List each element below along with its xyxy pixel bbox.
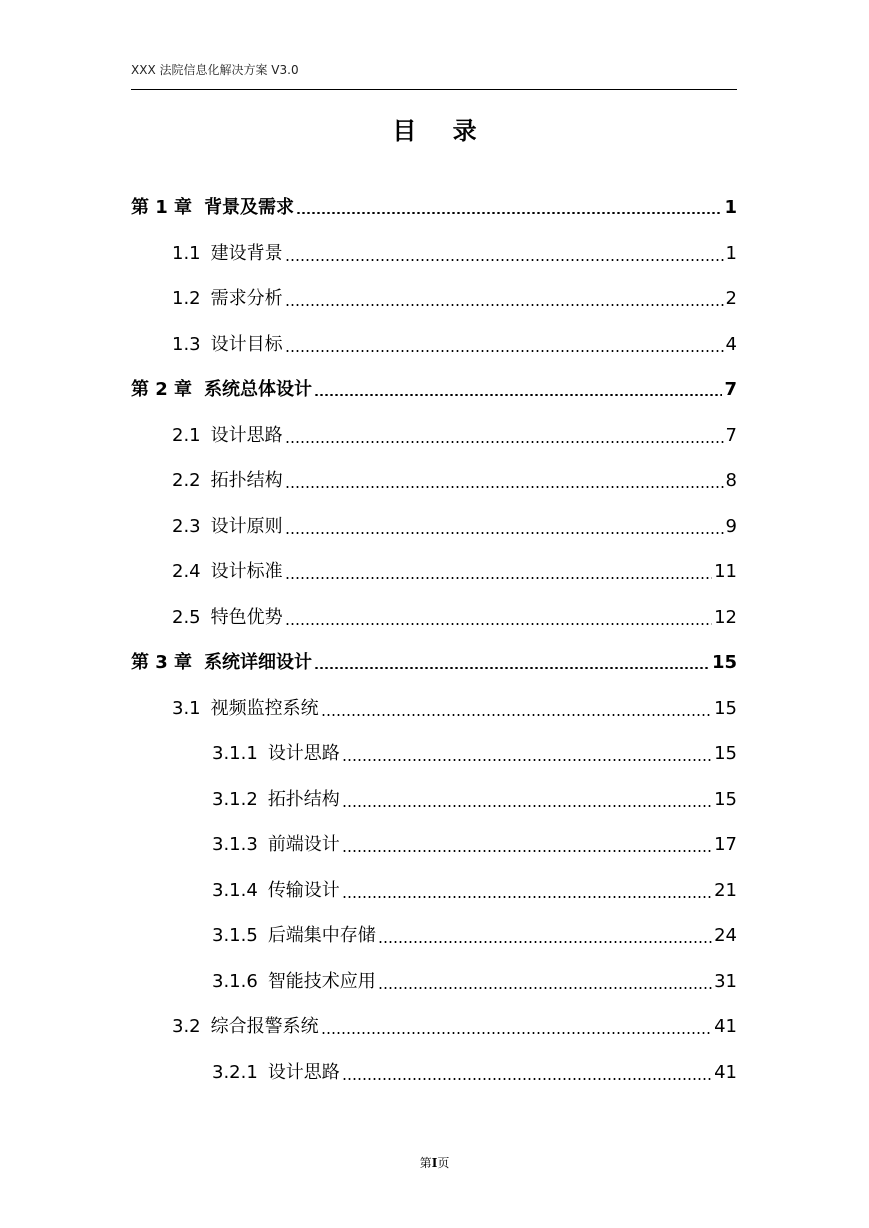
toc-entry[interactable]: [131, 377, 737, 401]
toc-entry[interactable]: [172, 241, 737, 265]
toc-entry-title: 背景及需求: [204, 197, 295, 218]
dot-leader: [321, 714, 712, 716]
toc-entry-page: 15: [711, 652, 737, 673]
toc-entry[interactable]: [172, 423, 737, 447]
toc-entry-title: 视频监控系统: [210, 698, 319, 719]
dot-leader: [314, 667, 710, 670]
toc-entry-page: 7: [725, 425, 737, 446]
dot-leader: [321, 1032, 712, 1034]
toc-entry-number: 第 2 章: [131, 379, 193, 400]
dot-leader: [285, 577, 712, 579]
toc-entry-page: 31: [714, 971, 737, 992]
toc-entry[interactable]: [172, 514, 737, 538]
dot-leader: [342, 759, 712, 761]
toc-entry[interactable]: [131, 195, 737, 219]
toc-entry[interactable]: [172, 1014, 737, 1038]
toc-entry-page: 15: [714, 789, 737, 810]
toc-entry-title: 设计原则: [210, 516, 283, 537]
page-footer: [0, 1154, 869, 1171]
toc-entry[interactable]: [212, 878, 737, 902]
toc-entry-number: 3.1: [172, 698, 201, 719]
toc-entry-page: 11: [714, 561, 737, 582]
header-divider: [131, 89, 737, 90]
toc-entry-page: 41: [714, 1062, 737, 1083]
dot-leader: [285, 350, 724, 352]
toc-entry-page: 17: [714, 834, 737, 855]
dot-leader: [285, 486, 724, 488]
toc-entry-page: 41: [714, 1016, 737, 1037]
toc-entry-title: 前端设计: [267, 834, 340, 855]
toc-entry[interactable]: [212, 1060, 737, 1084]
toc-entry-title: 设计思路: [210, 425, 283, 446]
toc-entry-number: 第 1 章: [131, 197, 193, 218]
toc-entry-title: 建设背景: [210, 243, 283, 264]
toc-entry[interactable]: [212, 741, 737, 765]
toc-entry[interactable]: [212, 832, 737, 856]
toc-entry-title: 设计标准: [210, 561, 283, 582]
toc-entry-number: 1.3: [172, 334, 201, 355]
dot-leader: [342, 1078, 712, 1080]
toc-entry-title: 后端集中存储: [267, 925, 376, 946]
toc-entry-title: 需求分析: [210, 288, 283, 309]
toc-entry-number: 2.4: [172, 561, 201, 582]
dot-leader: [342, 805, 712, 807]
toc-entry-page: 4: [725, 334, 737, 355]
toc-entry-number: 3.1.4: [212, 880, 258, 901]
dot-leader: [285, 532, 724, 534]
toc-entry-page: 15: [714, 698, 737, 719]
dot-leader: [296, 212, 722, 215]
toc-entry-title: 设计目标: [210, 334, 283, 355]
dot-leader: [314, 394, 722, 397]
toc-entry-title: 系统详细设计: [204, 652, 313, 673]
footer-page-number: I: [431, 1156, 438, 1170]
toc-entry-number: 2.3: [172, 516, 201, 537]
toc-entry-number: 3.1.1: [212, 743, 258, 764]
toc-entry-title: 设计思路: [267, 1062, 340, 1083]
toc-entry-page: 1: [725, 243, 737, 264]
toc-entry-number: 1.2: [172, 288, 201, 309]
toc-entry[interactable]: [212, 787, 737, 811]
toc-entry-title: 拓扑结构: [210, 470, 283, 491]
toc-entry-page: 12: [714, 607, 737, 628]
dot-leader: [285, 304, 724, 306]
toc-entry-number: 2.5: [172, 607, 201, 628]
dot-leader: [342, 850, 712, 852]
toc-entry-page: 21: [714, 880, 737, 901]
toc-entry-page: 2: [725, 288, 737, 309]
toc-entry[interactable]: [172, 332, 737, 356]
toc-entry-number: 3.2: [172, 1016, 201, 1037]
dot-leader: [285, 259, 724, 261]
toc-entry-page: 8: [725, 470, 737, 491]
toc-entry-title: 特色优势: [210, 607, 283, 628]
toc-entry-title: 智能技术应用: [267, 971, 376, 992]
running-header: XXX 法院信息化解决方案 V3.0: [131, 63, 299, 77]
toc-entry[interactable]: [172, 559, 737, 583]
toc-entry[interactable]: [212, 923, 737, 947]
toc-entry-number: 3.1.6: [212, 971, 258, 992]
toc-entry-number: 3.2.1: [212, 1062, 258, 1083]
dot-leader: [285, 441, 724, 443]
toc-entry-number: 3.1.2: [212, 789, 258, 810]
toc-entry[interactable]: [172, 286, 737, 310]
dot-leader: [378, 941, 712, 943]
toc-entry-page: 1: [724, 197, 737, 218]
toc-entry-title: 综合报警系统: [210, 1016, 319, 1037]
dot-leader: [378, 987, 712, 989]
toc-entry[interactable]: [131, 650, 737, 674]
toc-entry-number: 2.2: [172, 470, 201, 491]
toc-entry[interactable]: [212, 969, 737, 993]
toc-entry-title: 传输设计: [267, 880, 340, 901]
toc-entry-page: 24: [714, 925, 737, 946]
footer-suffix: 页: [437, 1156, 450, 1170]
toc-entry-page: 15: [714, 743, 737, 764]
toc-entry-title: 系统总体设计: [204, 379, 313, 400]
toc-entry-number: 2.1: [172, 425, 201, 446]
toc-entry-title: 拓扑结构: [267, 789, 340, 810]
toc-entry[interactable]: [172, 696, 737, 720]
toc-entry[interactable]: [172, 605, 737, 629]
toc-entry-number: 3.1.5: [212, 925, 258, 946]
toc-entry-page: 7: [724, 379, 737, 400]
dot-leader: [342, 896, 712, 898]
toc-title: 目 录: [392, 117, 491, 145]
footer-prefix: 第: [419, 1156, 432, 1170]
dot-leader: [285, 623, 712, 625]
toc-entry-number: 第 3 章: [131, 652, 193, 673]
toc-entry-number: 1.1: [172, 243, 201, 264]
toc-entry[interactable]: [172, 468, 737, 492]
toc-entry-number: 3.1.3: [212, 834, 258, 855]
toc-entry-title: 设计思路: [267, 743, 340, 764]
toc-entry-page: 9: [725, 516, 737, 537]
